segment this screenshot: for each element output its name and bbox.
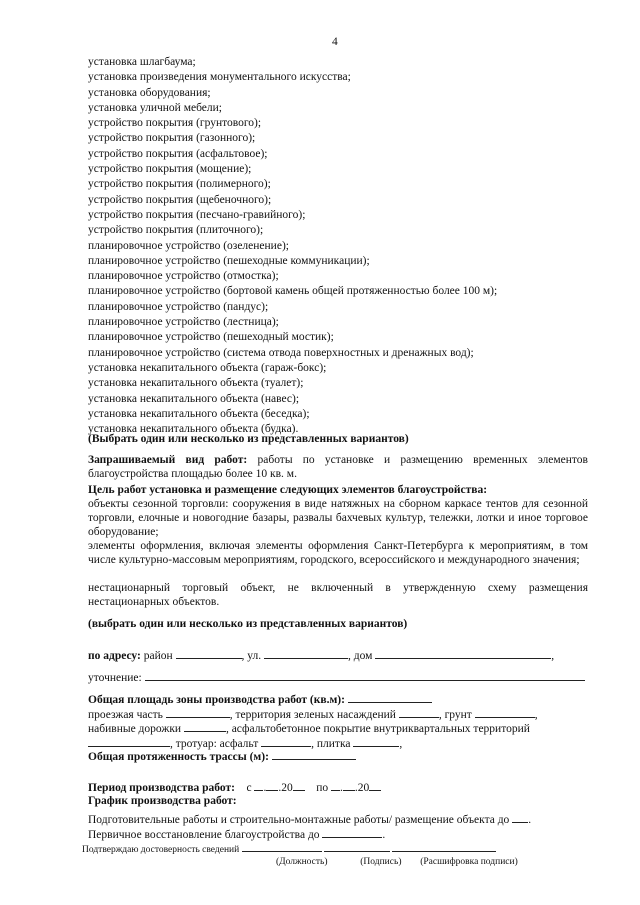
list-item: установка произведения монументального искусства; — [88, 71, 351, 84]
purpose-item-1: объекты сезонной торговли: сооружения в виде натяжных на сборном каркасе тентов для сезонной торговли, елочные и новогодние базары, развалы бахчевых культур, тележки, лотки и иное торговое оборудование; — [88, 498, 588, 538]
street-field[interactable] — [264, 647, 348, 659]
period-to: по — [316, 782, 329, 794]
list-item: устройство покрытия (песчано-гравийного); — [88, 208, 306, 221]
sidewalk-field[interactable] — [261, 735, 311, 747]
confirm-label: Подтверждаю достоверность сведений — [82, 845, 240, 855]
area-heading-row — [88, 691, 588, 707]
period-from: с — [246, 782, 252, 794]
house-field[interactable] — [375, 647, 551, 659]
from-day-field[interactable] — [254, 779, 263, 791]
route-row — [88, 748, 588, 764]
sidewalk-label: , тротуар: асфальт — [170, 738, 259, 750]
area-heading: Общая площадь зоны производства работ (кв.м): — [88, 694, 345, 706]
from-year: .20 — [278, 782, 293, 794]
green-label: , территория зеленых насаждений — [229, 709, 396, 721]
to-day-field[interactable] — [331, 779, 340, 791]
list-item: установка оборудования; — [88, 86, 211, 99]
paths-field[interactable] — [184, 720, 226, 732]
district-field[interactable] — [176, 647, 242, 659]
asphalt-concrete-field[interactable] — [88, 735, 170, 747]
list-item: планировочное устройство (пешеходные коммуникации); — [88, 254, 370, 267]
route-length-label: Общая протяженность трассы (м): — [88, 751, 269, 763]
requested-text: работы по установке и размещению временных элементов благоустройства площадью более 10 кв. м. — [88, 454, 588, 480]
works-list — [88, 55, 497, 437]
green-field[interactable] — [399, 706, 439, 718]
area-row-2 — [88, 720, 588, 736]
address-row: по адресу: район , ул. , дом , — [88, 647, 588, 663]
list-item: планировочное устройство (бортовой камень общей протяженностью более 100 м); — [88, 285, 498, 298]
list-item: устройство покрытия (асфальтовое); — [88, 147, 268, 160]
list-item: планировочное устройство (отмостка); — [88, 270, 279, 283]
area-row-3: , тротуар: асфальт , плитка , — [88, 735, 588, 751]
district-label: район — [143, 650, 173, 662]
list-item: устройство покрытия (щебеночного); — [88, 193, 272, 206]
to-year-field[interactable] — [369, 779, 381, 791]
area-total-field[interactable] — [348, 691, 432, 703]
list-item: планировочное устройство (пандус); — [88, 300, 269, 313]
to-month-field[interactable] — [343, 779, 355, 791]
decode-field[interactable] — [392, 842, 496, 852]
schedule-prep-label: Подготовительные работы и строительно-монтажные работы/ размещение объекта до — [88, 814, 510, 826]
choose-note: (Выбрать один или несколько из представленных вариантов) — [88, 433, 409, 445]
schedule-heading: График производства работ: — [88, 795, 237, 807]
period-label: Период производства работ: — [88, 782, 235, 794]
sign-caption: (Подпись) — [360, 857, 402, 867]
list-item: устройство покрытия (плиточного); — [88, 224, 264, 237]
list-item: установка уличной мебели; — [88, 101, 222, 114]
ground-label: , грунт — [438, 709, 472, 721]
decode-caption: (Расшифровка подписи) — [420, 857, 518, 867]
purpose-heading: Цель работ установка и размещение следующих элементов благоустройства: — [88, 484, 488, 496]
purpose-item-3: нестационарный торговый объект, не включенный в утвержденную схему размещения нестационарных объектов. — [88, 582, 588, 608]
area-row-1: проезжая часть , территория зеленых насаждений , грунт , — [88, 706, 588, 722]
list-item: планировочное устройство (озеленение); — [88, 239, 289, 252]
clarification-row — [88, 669, 588, 685]
purpose-item-2: элементы оформления, включая элементы оформления Санкт-Петербурга к мероприятиям, в том числе культурно-массовым мероприятиям, городского, всероссийского и международного значения; — [88, 540, 588, 566]
list-item: установка некапитального объекта (гараж-бокс); — [88, 361, 327, 374]
sign-field[interactable] — [324, 842, 390, 852]
list-item: установка некапитального объекта (навес); — [88, 392, 300, 405]
page-number: 4 — [332, 36, 338, 48]
list-item: установка шлагбаума; — [88, 56, 196, 68]
from-month-field[interactable] — [266, 779, 278, 791]
roadway-field[interactable] — [166, 706, 230, 718]
clarification-field[interactable] — [145, 669, 585, 681]
schedule-line-1: Подготовительные работы и строительно-монтажные работы/ размещение объекта до . — [88, 811, 588, 827]
house-label: , дом — [348, 650, 373, 662]
schedule-restore-label: Первичное восстановление благоустройства до — [88, 829, 320, 841]
prep-date-field[interactable] — [512, 811, 528, 823]
restore-date-field[interactable] — [322, 826, 382, 838]
from-year-field[interactable] — [293, 779, 305, 791]
requested-work — [88, 453, 588, 481]
list-item: установка некапитального объекта (будка). — [88, 423, 299, 436]
choose-note: (выбрать один или несколько из представленных вариантов) — [88, 618, 408, 630]
route-length-field[interactable] — [272, 748, 356, 760]
address-label: по адресу: — [88, 650, 141, 662]
list-item: устройство покрытия (грунтового); — [88, 117, 262, 130]
clarification-label: уточнение: — [88, 672, 142, 684]
list-item: установка некапитального объекта (туалет); — [88, 377, 304, 390]
tile-label: , плитка — [311, 738, 351, 750]
requested-label: Запрашиваемый вид работ: — [88, 454, 248, 466]
tile-field[interactable] — [353, 735, 399, 747]
signature-captions — [276, 857, 518, 867]
list-item: устройство покрытия (мощение); — [88, 163, 252, 176]
street-label: , ул. — [241, 650, 262, 662]
list-item: установка некапитального объекта (беседка); — [88, 407, 310, 420]
list-item: планировочное устройство (лестница); — [88, 316, 279, 329]
list-item: устройство покрытия (полимерного); — [88, 178, 271, 191]
signature-row — [82, 842, 496, 855]
list-item: планировочное устройство (система отвода поверхностных и дренажных вод); — [88, 346, 474, 359]
list-item: устройство покрытия (газонного); — [88, 132, 256, 145]
position-field[interactable] — [242, 842, 322, 852]
list-item: планировочное устройство (пешеходный мостик); — [88, 331, 334, 344]
paths-label: набивные дорожки — [88, 723, 182, 735]
to-year: .20 — [354, 782, 370, 794]
ground-field[interactable] — [475, 706, 535, 718]
asphalt-concrete-label: , асфальтобетонное покрытие внутриквартальных территорий — [225, 723, 530, 735]
roadway-label: проезжая часть — [88, 709, 163, 721]
schedule-line-2: Первичное восстановление благоустройства до . — [88, 826, 588, 842]
period-row: Период производства работ: с . .20 по . .20 — [88, 779, 588, 795]
position-caption: (Должность) — [276, 857, 328, 867]
